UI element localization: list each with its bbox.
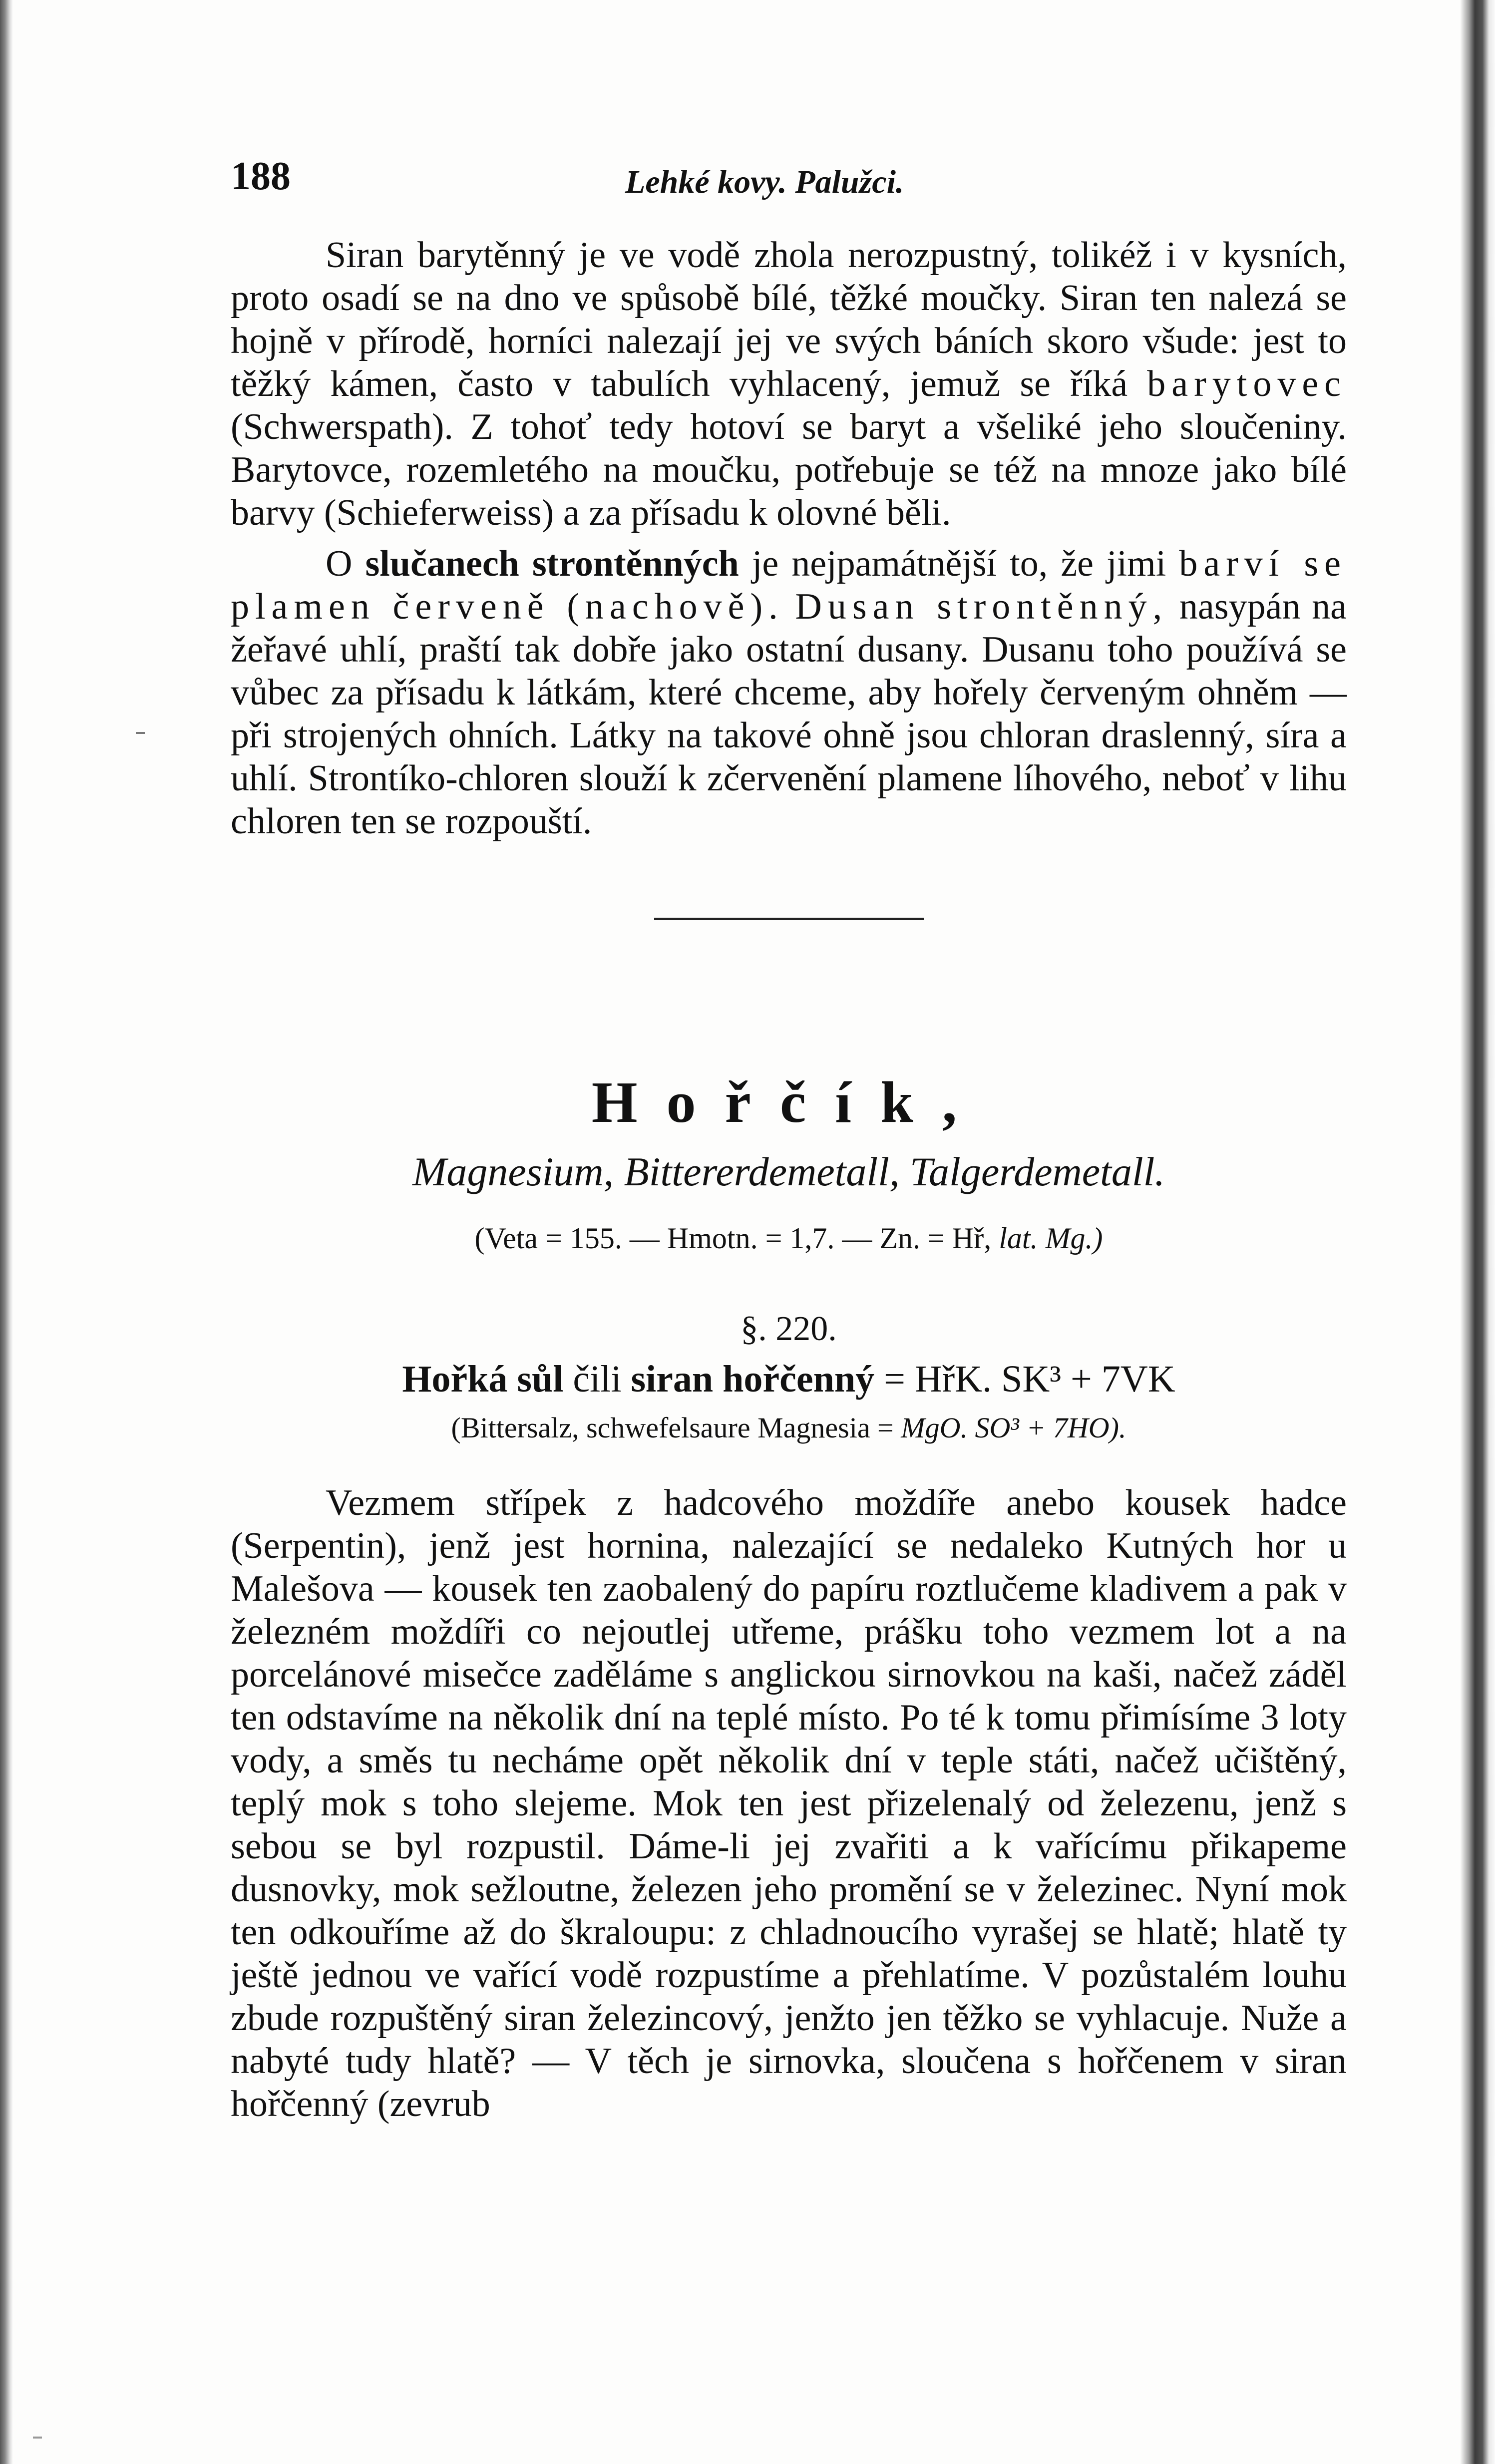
margin-mark: [136, 732, 145, 734]
heading-part: čili: [573, 1358, 622, 1400]
page-header: [231, 155, 1347, 210]
right-book-spine-edge: [1460, 0, 1495, 2464]
element-data-text: (Veta = 155. — Hmotn. = 1,7. — Zn. = Hř,: [474, 1222, 992, 1255]
section-heading: [231, 1358, 1347, 1401]
element-title: Hořčík,: [591, 1069, 986, 1135]
corner-mark: [33, 2437, 42, 2439]
heading-part: siran hořčenný: [631, 1358, 875, 1400]
section-number: §. 220.: [741, 1310, 837, 1348]
section-subheading: [231, 1407, 1347, 1449]
emphasized-term: Dusan strontěnný,: [795, 586, 1168, 627]
paragraph-text: Siran barytěnný je ve vodě zhola nerozpustný, tolikéž i v kysních, proto osadí se na dno ve spůsobě bílé, těžké moučky. Siran ten nalezá se hojně v přírodě, horníci nalezají jej ve svých báních skoro všude: jest to těžký kámen, často v tabulích vyhlacený, jemuž se říká: [231, 235, 1347, 404]
element-latin-symbol: lat. Mg.): [999, 1222, 1103, 1255]
running-head: Lehké kovy. Palužci.: [625, 164, 904, 200]
paragraph-text: nasypán na žeřavé uhlí, praští tak dobře jako ostatní dusany. Dusanu toho používá se vůbec za přísadu k látkám, které chceme, aby hořely červeným ohněm — při strojených ohních. Látky na takové ohně jsou chloran draslenný, síra a uhlí. Strontíko-chloren slouží k zčervenění plamene líhového, neboť v lihu chloren ten se rozpouští.: [231, 586, 1347, 842]
emphasized-term: barytovec: [1147, 363, 1347, 404]
emphasized-phrase: barví se plamen červeně (nachově).: [231, 543, 1347, 627]
left-scan-edge: [0, 0, 13, 2464]
subheading-formula: MgO. SO³ + 7HO).: [901, 1411, 1126, 1444]
paragraph-text: (Schwerspath). Z tohoť tedy hotoví se baryt a všeliké jeho sloučeniny. Barytovce, rozemletého na moučku, potřebuje se též na mnoze jako bílé barvy (Schieferweiss) a za přísadu k olovné běli.: [231, 406, 1347, 533]
heading-part: Hořká sůl: [402, 1358, 564, 1400]
paragraph-strontium: [231, 542, 1347, 843]
page-content: [231, 155, 1347, 2125]
paragraph-text: je nejpamátnější to, že jimi: [751, 543, 1166, 584]
heading-formula: = HřK. SK³ + 7VK: [884, 1358, 1175, 1400]
section-divider: [654, 918, 924, 920]
paragraph-text: O: [326, 543, 353, 584]
bold-term: slučanech strontěnných: [365, 543, 739, 584]
element-synonyms: Magnesium, Bittererdemetall, Talgerdemetall.: [412, 1149, 1165, 1194]
page-number: 188: [231, 154, 291, 198]
element-data: [231, 1217, 1347, 1260]
paragraph-barium-sulfate: [231, 234, 1347, 534]
subheading-text: (Bittersalz, schwefelsaure Magnesia =: [451, 1411, 894, 1444]
paragraph-epsom-salt-preparation: Vezmem střípek z hadcového moždíře anebo kousek hadce (Serpentin), jenž jest hornina, nalezající se nedaleko Kutných hor u Malešova — kousek ten zaobalený do papíru roztlučeme kladivem a pak v železném moždíři co nejoutlej utřeme, prášku toho vezmem lot a na porcelánové misečce zaděláme s anglickou sirnovkou na kaši, načež záděl ten odstavíme na několik dní na teplé místo. Po té k tomu přimísíme 3 loty vody, a směs tu necháme opět několik dní v teple státi, načež učištěný, teplý mok s toho slejeme. Mok ten jest přizelenalý od železenu, jenž s sebou se byl rozpustil. Dáme-li jej zvařiti a k vařícímu přikapeme dusnovky, mok sežloutne, železen jeho promění se v železinec. Nyní mok ten odkouříme až do škraloupu: z chladnoucího vyrašej se hlatě; hlatě ty ještě jednou ve vařící vodě rozpustíme a přehlatíme. V pozůstalém louhu zbude rozpuštěný siran železincový, jenžto jen těžko se vyhlacuje. Nuže a nabyté tudy hlatě? — V těch je sirnovka, sloučena s hořčenem v siran hořčenný (zevrub: [231, 1482, 1347, 2124]
